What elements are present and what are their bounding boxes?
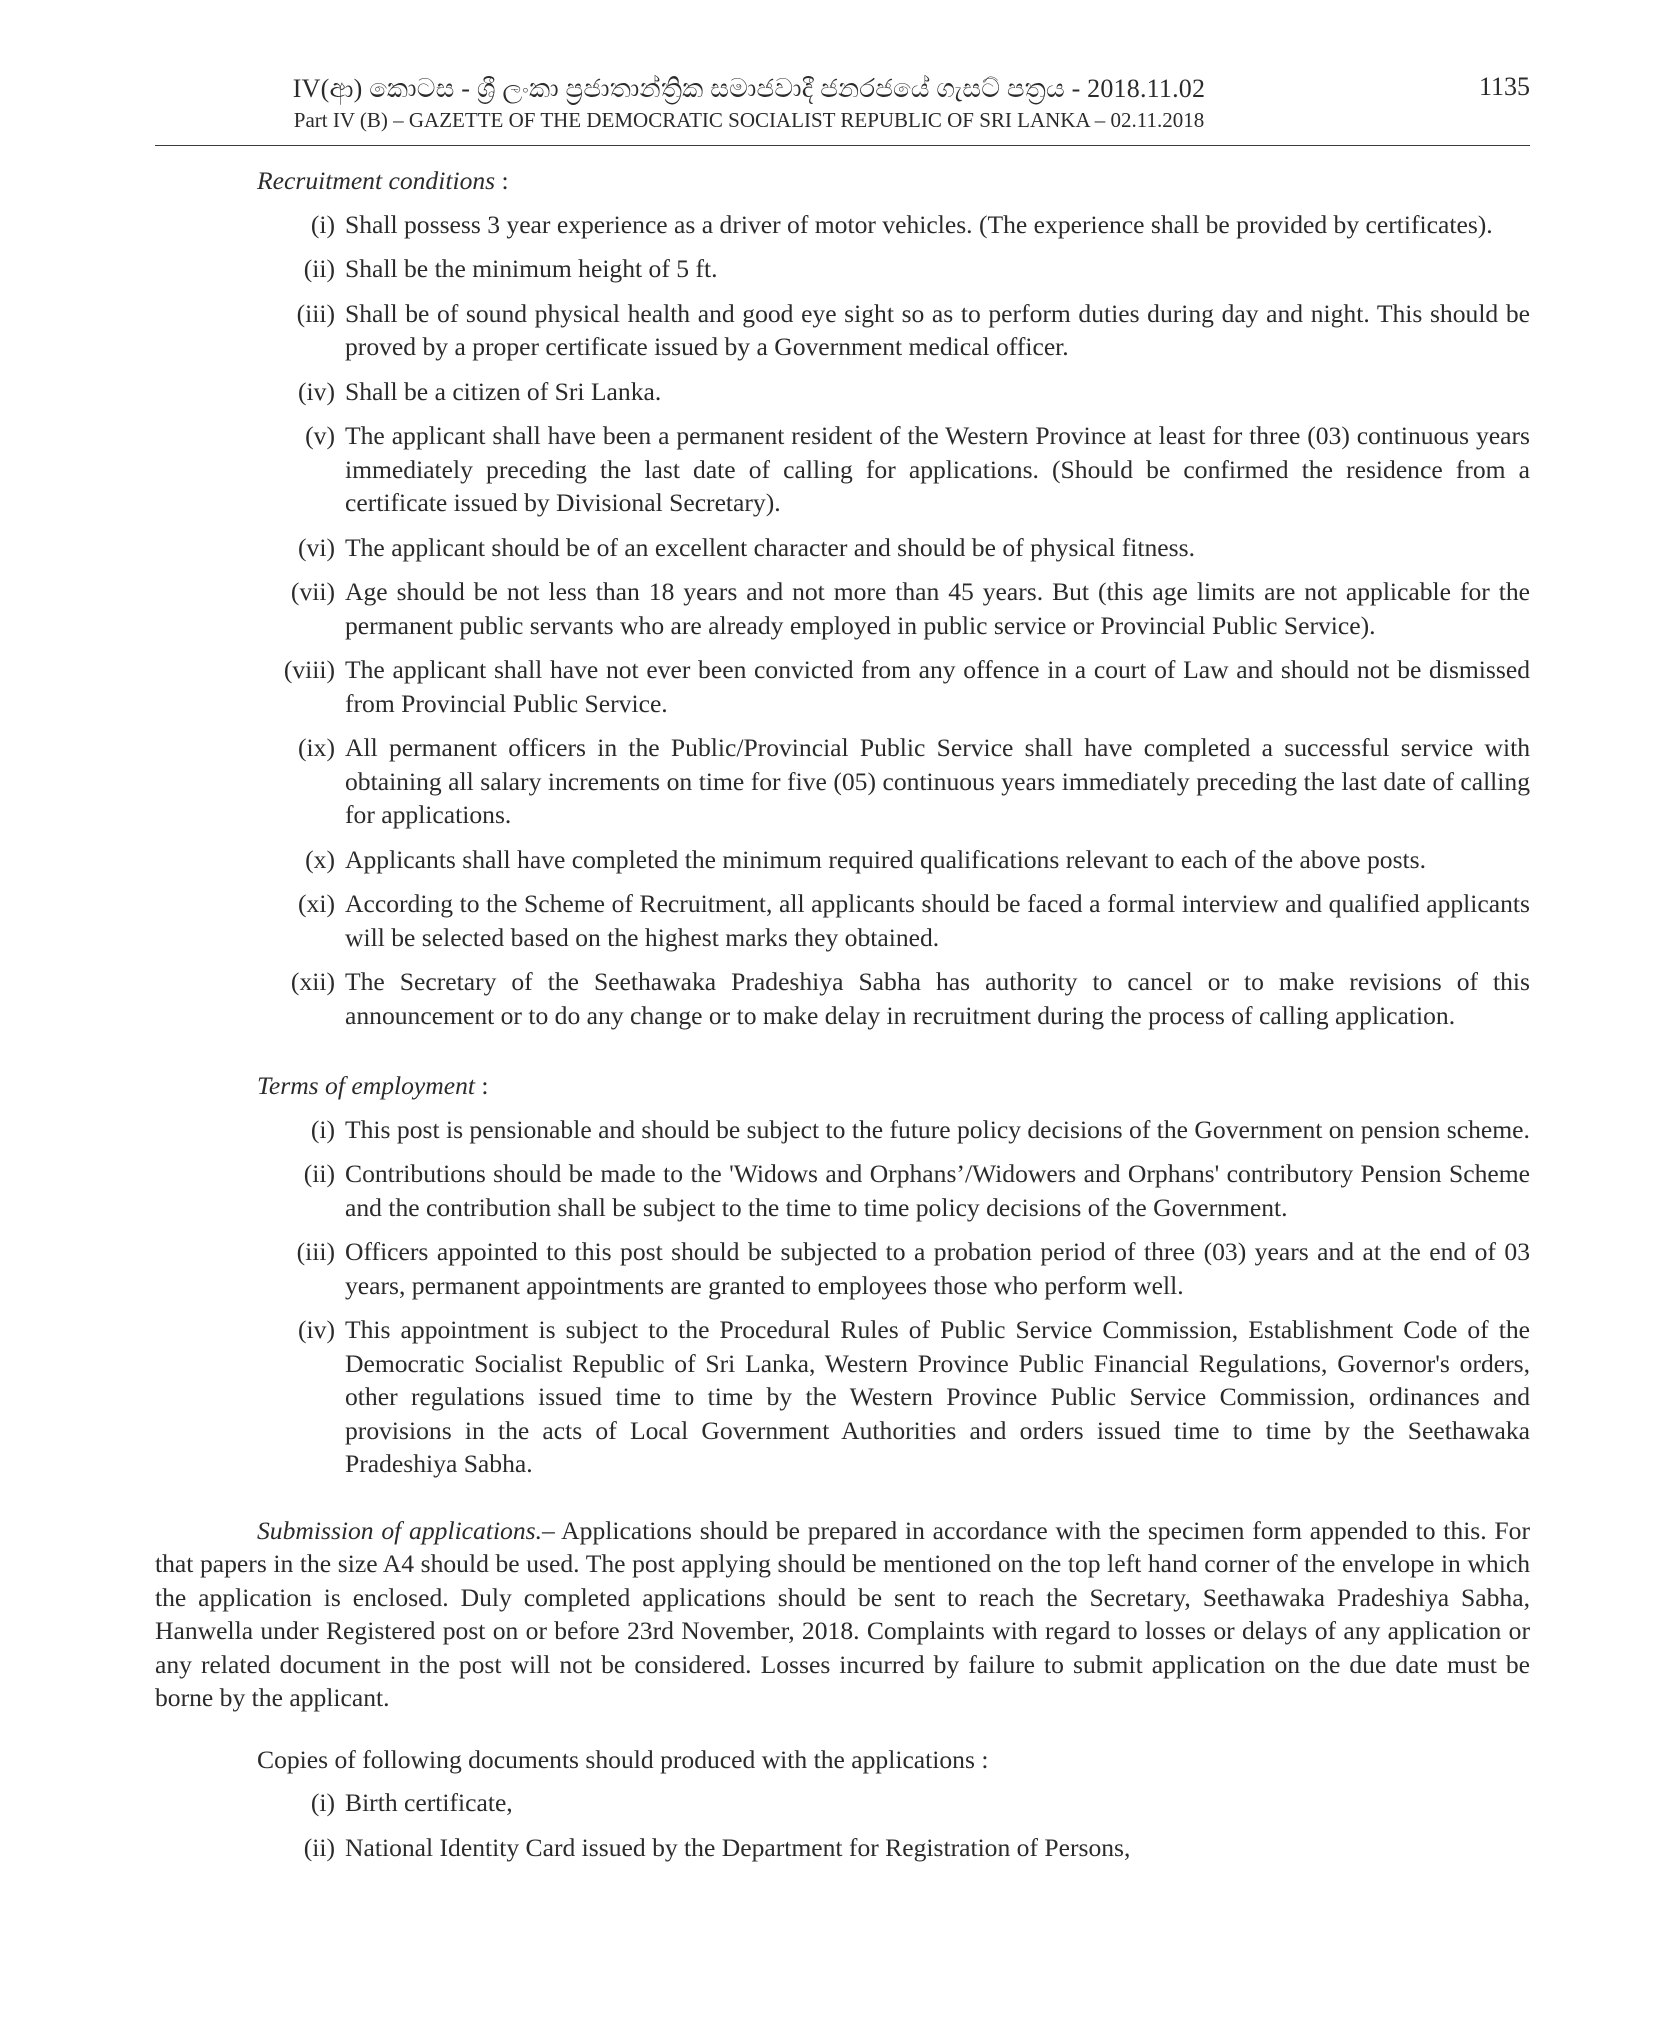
submission-paragraph [155,1514,1530,1715]
list-item [155,1235,1530,1302]
item-number: (xi) [298,889,335,918]
list-item [155,731,1530,832]
gazette-page [155,0,1530,1862]
item-number: (iii) [296,1237,335,1266]
list-item [155,419,1530,520]
header-sinhala-title: IV(ආ) කොටස - ශ්‍රී ලංකා ප්‍රජාතාන්ත්‍රික සමාජවාදී ජනරජයේ ගැසට් පත්‍රය - 2018.11.02 [292,74,1206,103]
list-item [155,252,1530,286]
item-text: All permanent officers in the Public/Provincial Public Service shall have completed a successful service with obtaining all salary increments on time for five (05) continuous years immediately preceding the last date of calling for applications. [345,733,1530,829]
copies-list [155,1786,1530,1864]
item-text: The applicant shall have not ever been convicted from any offence in a court of Law and should not be dismissed from Provincial Public Service. [345,655,1530,718]
list-item [155,1157,1530,1224]
item-number: (xii) [290,967,335,996]
terms-title: Terms of employment [257,1071,476,1100]
item-number: (v) [305,421,335,450]
item-number: (iii) [296,298,335,328]
list-item [155,531,1530,565]
section-spacer [155,1492,1530,1514]
list-item [155,1313,1530,1481]
item-text: Shall be a citizen of Sri Lanka. [345,376,662,406]
item-number: (i) [310,1788,335,1817]
item-text: National Identity Card issued by the Department for Registration of Persons, [345,1832,1131,1862]
item-number: (iv) [298,1315,335,1344]
item-number: (iv) [298,376,335,406]
recruitment-conditions-list [155,208,1530,1033]
list-item [155,297,1530,364]
list-item [155,653,1530,720]
item-text: Contributions should be made to the 'Widows and Orphans’/Widowers and Orphans' contributory Pension Scheme and the contribution shall be subject to the time to time policy decisions of the Government. [345,1159,1530,1222]
item-text: The Secretary of the Seethawaka Pradeshiya Sabha has authority to cancel or to make revisions of this announcement or to do any change or to make delay in recruitment during the process of calling application. [345,967,1530,1030]
item-text: According to the Scheme of Recruitment, all applicants should be faced a formal interview and qualified applicants will be selected based on the highest marks they obtained. [345,889,1530,952]
item-number: (ii) [303,1832,335,1862]
recruitment-title: Recruitment conditions [257,166,496,195]
header-english-title: Part IV (B) – GAZETTE OF THE DEMOCRATIC SOCIALIST REPUBLIC OF SRI LANKA – 02.11.2018 [293,108,1205,132]
list-item [155,375,1530,409]
list-item [155,208,1530,242]
list-item [155,887,1530,954]
terms-of-employment-list [155,1113,1530,1481]
item-number: (viii) [283,655,335,684]
copies-intro: Copies of following documents should produced with the applications : [257,1744,989,1774]
item-text: This post is pensionable and should be subject to the future policy decisions of the Government on pension scheme. [345,1114,1530,1144]
item-text: Shall be the minimum height of 5 ft. [345,254,718,283]
header-divider [155,145,1530,146]
terms-of-employment-heading [257,1069,1530,1103]
item-text: This appointment is subject to the Procedural Rules of Public Service Commission, Establishment Code of the Democratic Socialist Republic of Sri Lanka, Western Province Public Financial Regulations, Governor's orders, other regulations issued time to time by the Western Province Public Service Commission, ordinances and provisions in the acts of Local Government Authorities and orders issued time to time by the Seethawaka Pradeshiya Sabha. [345,1315,1530,1478]
page-content [155,160,1530,1875]
list-item [155,965,1530,1032]
list-item [155,1831,1530,1865]
item-number: (ix) [298,733,335,762]
item-number: (ii) [303,254,335,283]
recruitment-title-colon: : [495,166,509,195]
item-number: (vii) [290,577,335,606]
item-number: (x) [305,844,335,874]
item-number: (i) [310,209,335,239]
recruitment-conditions-heading [257,164,1530,198]
page-header [155,0,1530,150]
submission-text: Applications should be prepared in accordance with the specimen form appended to this. For that papers in the size A4 should be used. The post applying should be mentioned on the top left hand corner of the envelope in which the application is enclosed. Duly completed applications should be sent to reach the Secretary, Seethawaka Pradeshiya Sabha, Hanwella under Registered post on or before 23rd November, 2018. Complaints with regard to losses or delays of any application or any related document in the post will not be considered. Losses incurred by failure to submit application on the due date must be borne by the applicant. [155,1515,1530,1712]
list-item [155,575,1530,642]
list-item [155,1786,1530,1820]
list-item [155,843,1530,877]
item-text: Applicants shall have completed the minimum required qualifications relevant to each of the above posts. [345,844,1427,874]
item-number: (vi) [298,532,335,562]
item-text: Age should be not less than 18 years and not more than 45 years. But (this age limits are not applicable for the permanent public servants who are already employed in public service or Provincial Public Service). [345,577,1530,640]
terms-title-colon: : [475,1071,489,1100]
submission-lead: Submission of applications.– [257,1515,555,1545]
page-number: 1135 [1478,72,1530,101]
item-text: Officers appointed to this post should be subjected to a probation period of three (03) years and at the end of 03 years, permanent appointments are granted to employees those who perform well. [345,1237,1530,1300]
item-text: The applicant shall have been a permanent resident of the Western Province at least for three (03) continuous years immediately preceding the last date of calling for applications. (Should be confirmed the residence from a certificate issued by Divisional Secretary). [345,421,1530,517]
item-text: Shall possess 3 year experience as a driver of motor vehicles. (The experience shall be provided by certificates). [345,209,1493,239]
section-spacer [155,1043,1530,1065]
list-item [155,1113,1530,1147]
item-text: Shall be of sound physical health and good eye sight so as to perform duties during day and night. This should be proved by a proper certificate issued by a Government medical officer. [345,298,1530,361]
item-text: The applicant should be of an excellent character and should be of physical fitness. [345,532,1195,562]
item-number: (ii) [303,1159,335,1188]
item-text: Birth certificate, [345,1788,513,1817]
item-number: (i) [310,1114,335,1144]
